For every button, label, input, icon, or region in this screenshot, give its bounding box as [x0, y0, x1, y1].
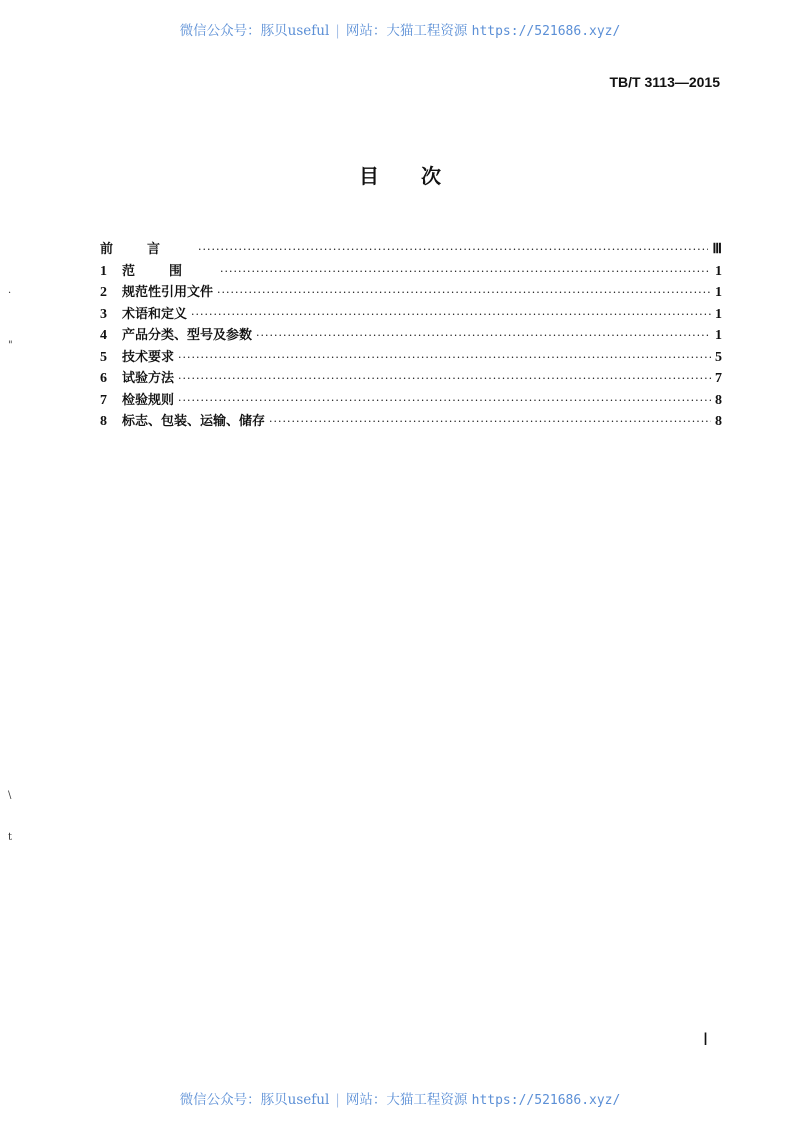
dot-leader [269, 415, 711, 428]
toc-entry-number: 1 [100, 263, 107, 279]
dot-leader [198, 243, 708, 256]
watermark-text: 微信公众号：豚贝useful [179, 23, 330, 39]
toc-entry-title: 前言 [100, 242, 195, 257]
toc-entry[interactable] [100, 389, 722, 411]
scan-mark: t [8, 832, 13, 843]
watermark-url: https://521686.xyz/ [471, 24, 621, 39]
watermark-top [0, 19, 800, 39]
dot-leader [217, 286, 711, 299]
toc-entry-page: 7 [715, 371, 722, 386]
toc-entry-page: 1 [715, 328, 722, 343]
scan-mark: " [8, 340, 13, 351]
watermark-bottom [0, 1088, 800, 1108]
toc-entry-number: 5 [100, 349, 107, 365]
scan-mark: · [8, 288, 12, 299]
dot-leader [220, 265, 711, 278]
standard-number: TB/T 3113—2015 [609, 74, 720, 90]
toc-entry-page: Ⅲ [712, 242, 722, 257]
toc-entry-title: 检验规则 [122, 392, 175, 408]
toc-entry-title: 试验方法 [122, 371, 175, 386]
toc-entry-page: 1 [715, 306, 722, 322]
toc-entry-title: 术语和定义 [122, 306, 188, 322]
dot-leader [256, 329, 711, 342]
toc-entry[interactable] [100, 324, 722, 346]
toc-entry-page: 8 [715, 414, 722, 429]
dot-leader [178, 351, 711, 364]
toc-entry[interactable] [100, 281, 722, 303]
toc-entry-number: 6 [100, 371, 107, 386]
watermark-separator: | [335, 1092, 340, 1108]
toc-entry-number: 2 [100, 285, 107, 300]
toc-entry-title: 范围 [122, 263, 217, 279]
toc-entry[interactable] [100, 346, 722, 368]
dot-leader [178, 394, 711, 407]
toc-entry[interactable] [100, 260, 722, 282]
watermark-site: 网站：大猫工程资源 [345, 23, 468, 39]
dot-leader [191, 308, 711, 321]
page-number: Ⅰ [702, 1030, 708, 1049]
toc-entry-number: 4 [100, 328, 107, 343]
toc-entry-title: 产品分类、型号及参数 [122, 328, 253, 343]
toc-entry[interactable] [100, 303, 722, 325]
toc-entry[interactable] [100, 238, 722, 260]
watermark-site: 网站：大猫工程资源 [345, 1092, 468, 1108]
toc-entry-number: 3 [100, 306, 107, 322]
toc-entry[interactable] [100, 367, 722, 389]
watermark-url: https://521686.xyz/ [471, 1093, 621, 1108]
table-of-contents [100, 238, 722, 432]
toc-entry-page: 8 [715, 392, 722, 408]
toc-entry-page: 5 [715, 349, 722, 365]
toc-entry-number: 7 [100, 392, 107, 408]
watermark-text: 微信公众号：豚贝useful [179, 1092, 330, 1108]
page-title: 目次 [359, 164, 483, 188]
toc-entry-number: 8 [100, 414, 107, 429]
toc-entry-title: 技术要求 [122, 349, 175, 365]
scan-mark: \ [8, 790, 12, 801]
toc-entry-title: 规范性引用文件 [122, 285, 214, 300]
toc-entry-page: 1 [715, 263, 722, 279]
toc-entry-page: 1 [715, 285, 722, 300]
watermark-separator: | [335, 23, 340, 39]
dot-leader [178, 372, 711, 385]
toc-entry[interactable] [100, 410, 722, 432]
toc-entry-title: 标志、包装、运输、储存 [122, 414, 266, 429]
